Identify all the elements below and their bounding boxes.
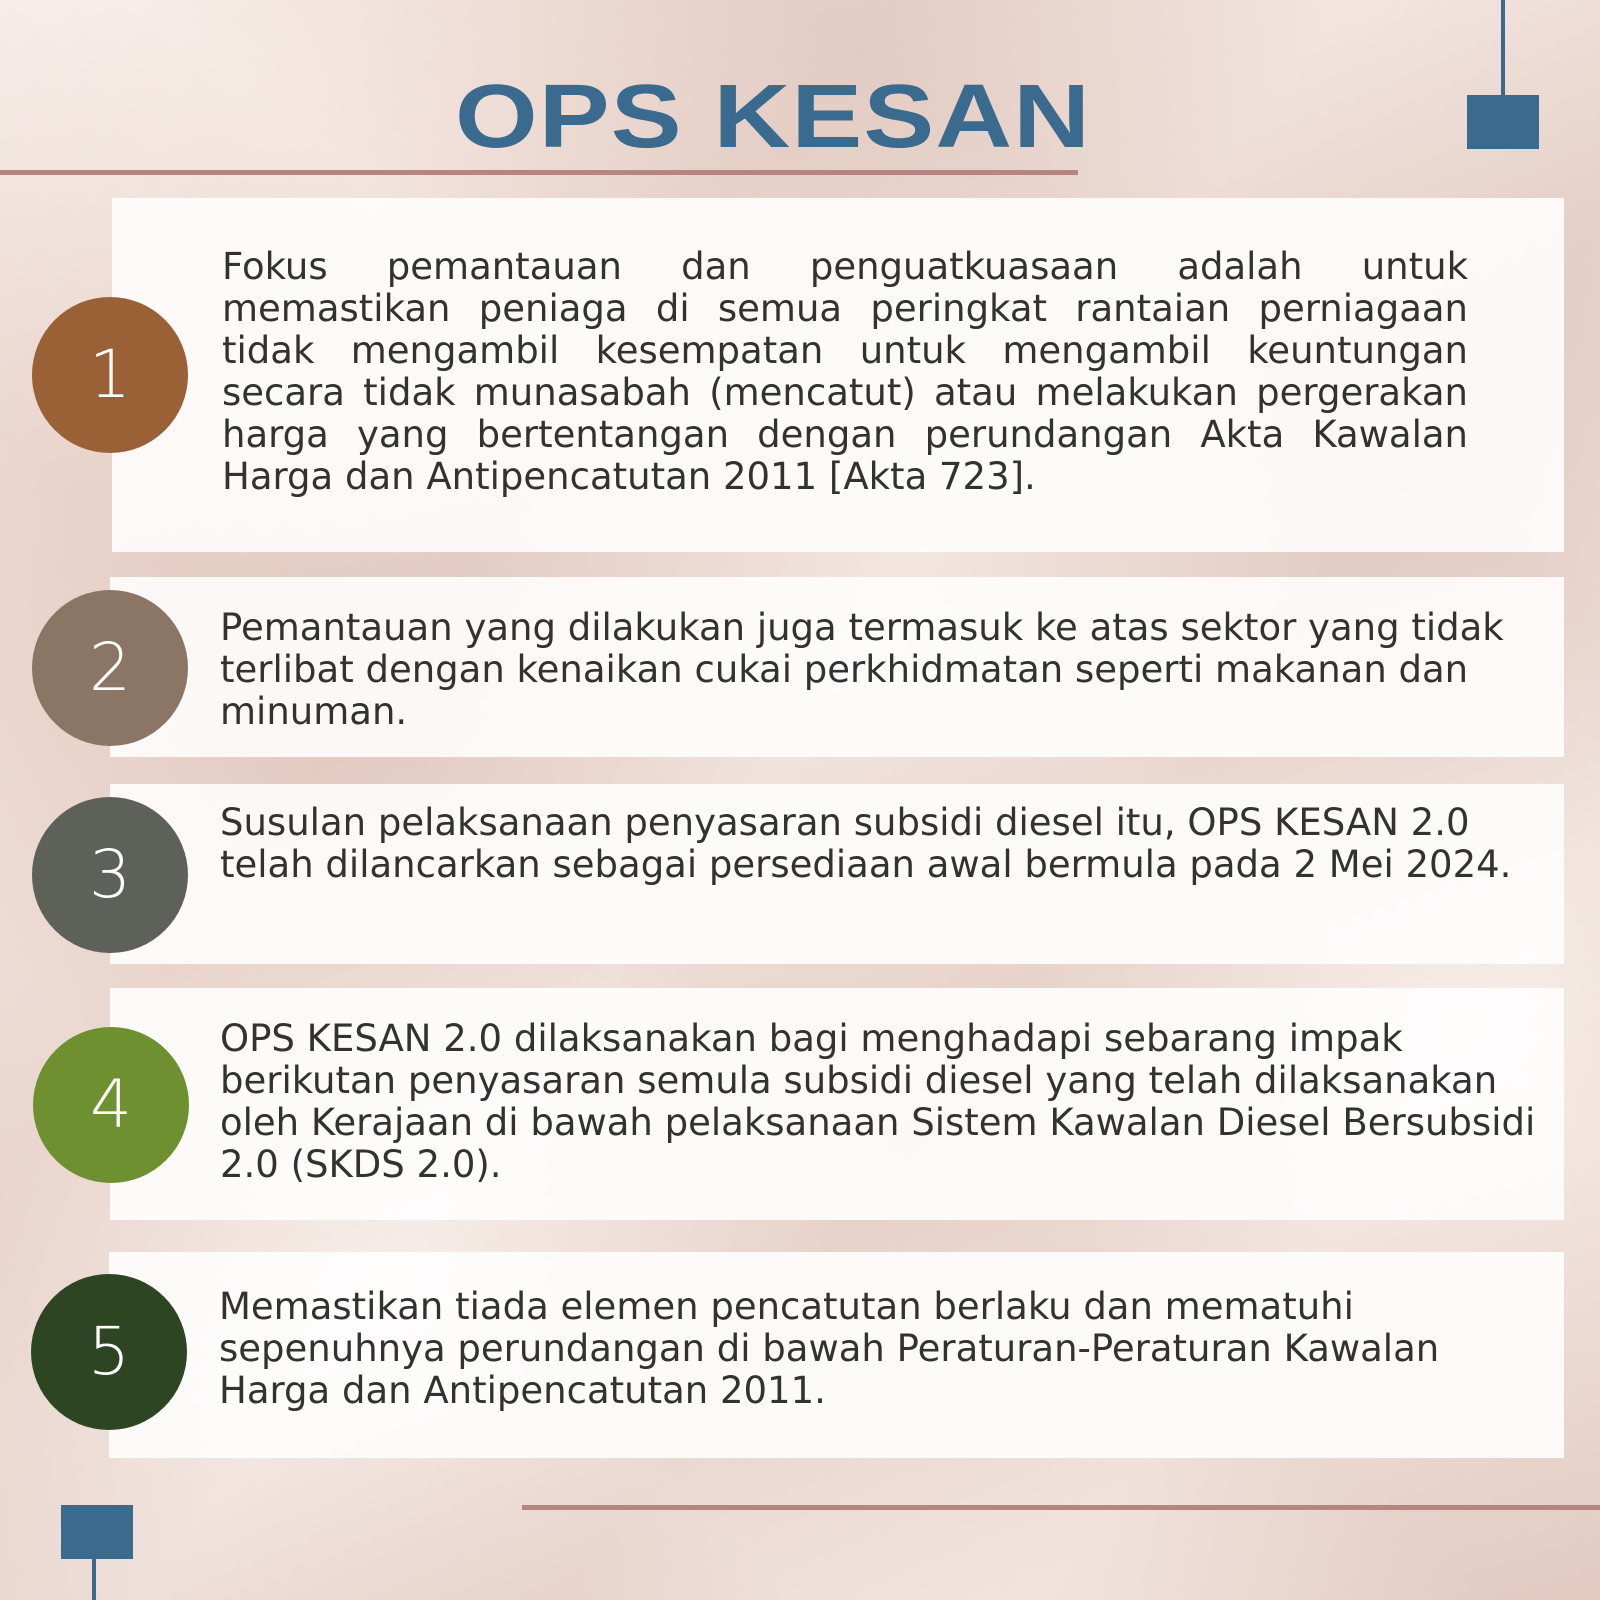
info-card-text: Pemantauan yang dilakukan juga termasuk ke atas sektor yang tidak terlibat dengan kenaikan cukai perkhidmatan seperti makanan dan minuman. <box>220 606 1504 733</box>
step-number-3: 3 <box>32 797 188 953</box>
decor-square-bottom-left <box>61 1505 133 1559</box>
step-number-4: 4 <box>33 1027 189 1183</box>
decor-line-top-right <box>1501 0 1505 97</box>
decor-line-bottom-left <box>92 1556 96 1600</box>
info-card-text: OPS KESAN 2.0 dilaksanakan bagi menghadapi sebarang impak berikutan penyasaran semula subsidi diesel yang telah dilaksanakan oleh Kerajaan di bawah pelaksanaan Sistem Kawalan Diesel Bersubsidi 2.0 (SKDS 2.0). <box>220 1017 1536 1186</box>
step-number-5: 5 <box>31 1274 187 1430</box>
decor-line-bottom <box>522 1505 1600 1510</box>
info-card-5 <box>109 1252 1564 1458</box>
info-card-4 <box>110 988 1564 1220</box>
step-number-2: 2 <box>32 590 188 746</box>
info-card-3 <box>110 784 1564 964</box>
title-underline <box>0 170 1078 175</box>
page-title: OPS KESAN <box>455 67 1092 167</box>
info-card-text: Susulan pelaksanaan penyasaran subsidi diesel itu, OPS KESAN 2.0 telah dilancarkan sebagai persediaan awal bermula pada 2 Mei 2024. <box>220 801 1512 886</box>
decor-square-top-right <box>1467 95 1539 149</box>
info-card-text: Memastikan tiada elemen pencatutan berlaku dan mematuhi sepenuhnya perundangan di bawah Peraturan-Peraturan Kawalan Harga dan Antipencatutan 2011. <box>219 1285 1440 1412</box>
info-card-2 <box>110 577 1564 757</box>
step-number-1: 1 <box>32 297 188 453</box>
info-card-1 <box>112 198 1564 552</box>
info-card-text: Fokus pemantauan dan penguatkuasaan adalah untuk memastikan peniaga di semua peringkat rantaian perniagaan tidak mengambil kesempatan untuk mengambil keuntungan secara tidak munasabah (mencatut) atau melakukan pergerakan harga yang bertentangan dengan perundangan Akta Kawalan Harga dan Antipencatutan 2011 [Akta 723]. <box>222 245 1468 498</box>
